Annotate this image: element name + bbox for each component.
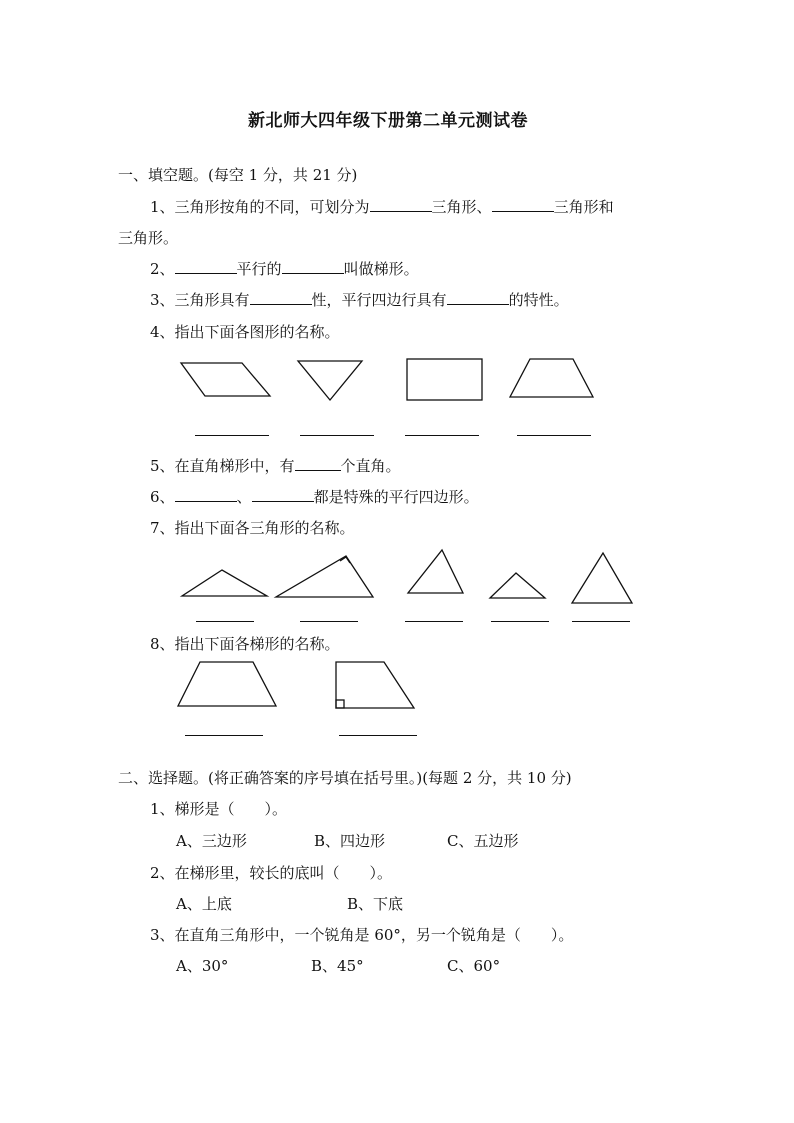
- question-2-2-option-b[interactable]: B、下底: [347, 895, 404, 913]
- question-2-3-option-a[interactable]: A、30°: [176, 957, 229, 975]
- isosceles-trapezoid-figure: [178, 662, 276, 706]
- answer-line-q7-5[interactable]: [572, 621, 630, 622]
- q2-text-a: 2、: [150, 260, 175, 278]
- right-trapezoid-figure: [336, 662, 414, 708]
- q1-text-c: 三角形和: [553, 198, 614, 216]
- q6-text-a: 6、: [150, 488, 175, 506]
- question-2-3-option-b[interactable]: B、45°: [311, 957, 364, 975]
- answer-line-q7-4[interactable]: [491, 621, 549, 622]
- q3-text-b: 性，平行四边行具有: [311, 291, 447, 309]
- question-1-1-cont: 三角形。: [118, 229, 179, 247]
- question-1-4: 4、指出下面各图形的名称。: [150, 323, 340, 341]
- question-2-1-stem: 1、梯形是（ ）。: [150, 800, 288, 818]
- answer-line-q4-1[interactable]: [195, 435, 269, 436]
- page-title: 新北师大四年级下册第二单元测试卷: [248, 111, 528, 131]
- question-2-1-option-c[interactable]: C、五边形: [447, 832, 519, 850]
- q5-text-b: 个直角。: [340, 457, 401, 475]
- q6-text-c: 都是特殊的平行四边形。: [313, 488, 479, 506]
- answer-line-q7-3[interactable]: [405, 621, 463, 622]
- section-2-heading: 二、选择题。(将正确答案的序号填在括号里。)(每题 2 分，共 10 分): [118, 769, 572, 787]
- q1-text-a: 1、三角形按角的不同，可划分为: [150, 198, 370, 216]
- question-1-8: 8、指出下面各梯形的名称。: [150, 635, 340, 653]
- answer-line-q7-2[interactable]: [300, 621, 358, 622]
- question-2-1-option-b[interactable]: B、四边形: [314, 832, 386, 850]
- obtuse-triangle-2-figure: [490, 573, 545, 598]
- question-2-3-stem: 3、在直角三角形中，一个锐角是 60°，另一个锐角是（ ）。: [150, 926, 574, 944]
- right-trapezoid-angle-mark: [336, 700, 344, 708]
- answer-line-q4-4[interactable]: [517, 435, 591, 436]
- answer-line-q8-1[interactable]: [185, 735, 263, 736]
- question-2-1-option-a[interactable]: A、三边形: [176, 832, 247, 850]
- question-2-3-option-c[interactable]: C、60°: [447, 957, 501, 975]
- question-2-2-stem: 2、在梯形里，较长的底叫（ ）。: [150, 864, 393, 882]
- acute-triangle-figure: [408, 550, 463, 593]
- answer-line-q8-2[interactable]: [339, 735, 417, 736]
- trapezoid-figure: [510, 359, 593, 397]
- obtuse-triangle-1-figure: [182, 570, 267, 596]
- q1-text-b: 三角形、: [431, 198, 492, 216]
- answer-line-q4-3[interactable]: [405, 435, 479, 436]
- q3-text-c: 的特性。: [508, 291, 569, 309]
- rectangle-figure: [407, 359, 482, 400]
- answer-line-q7-1[interactable]: [196, 621, 254, 622]
- parallelogram-figure: [181, 363, 270, 396]
- equilateral-triangle-figure: [572, 553, 632, 603]
- inverted-triangle-figure: [298, 361, 362, 400]
- right-triangle-figure: [276, 556, 373, 597]
- q2-text-c: 叫做梯形。: [343, 260, 419, 278]
- q5-text-a: 5、在直角梯形中，有: [150, 457, 295, 475]
- section-1-heading: 一、填空题。(每空 1 分，共 21 分): [118, 166, 358, 184]
- question-1-7: 7、指出下面各三角形的名称。: [150, 519, 355, 537]
- question-2-2-option-a[interactable]: A、上底: [176, 895, 232, 913]
- answer-line-q4-2[interactable]: [300, 435, 374, 436]
- q2-text-b: 平行的: [236, 260, 282, 278]
- q3-text-a: 3、三角形具有: [150, 291, 250, 309]
- q6-text-b: 、: [236, 488, 252, 506]
